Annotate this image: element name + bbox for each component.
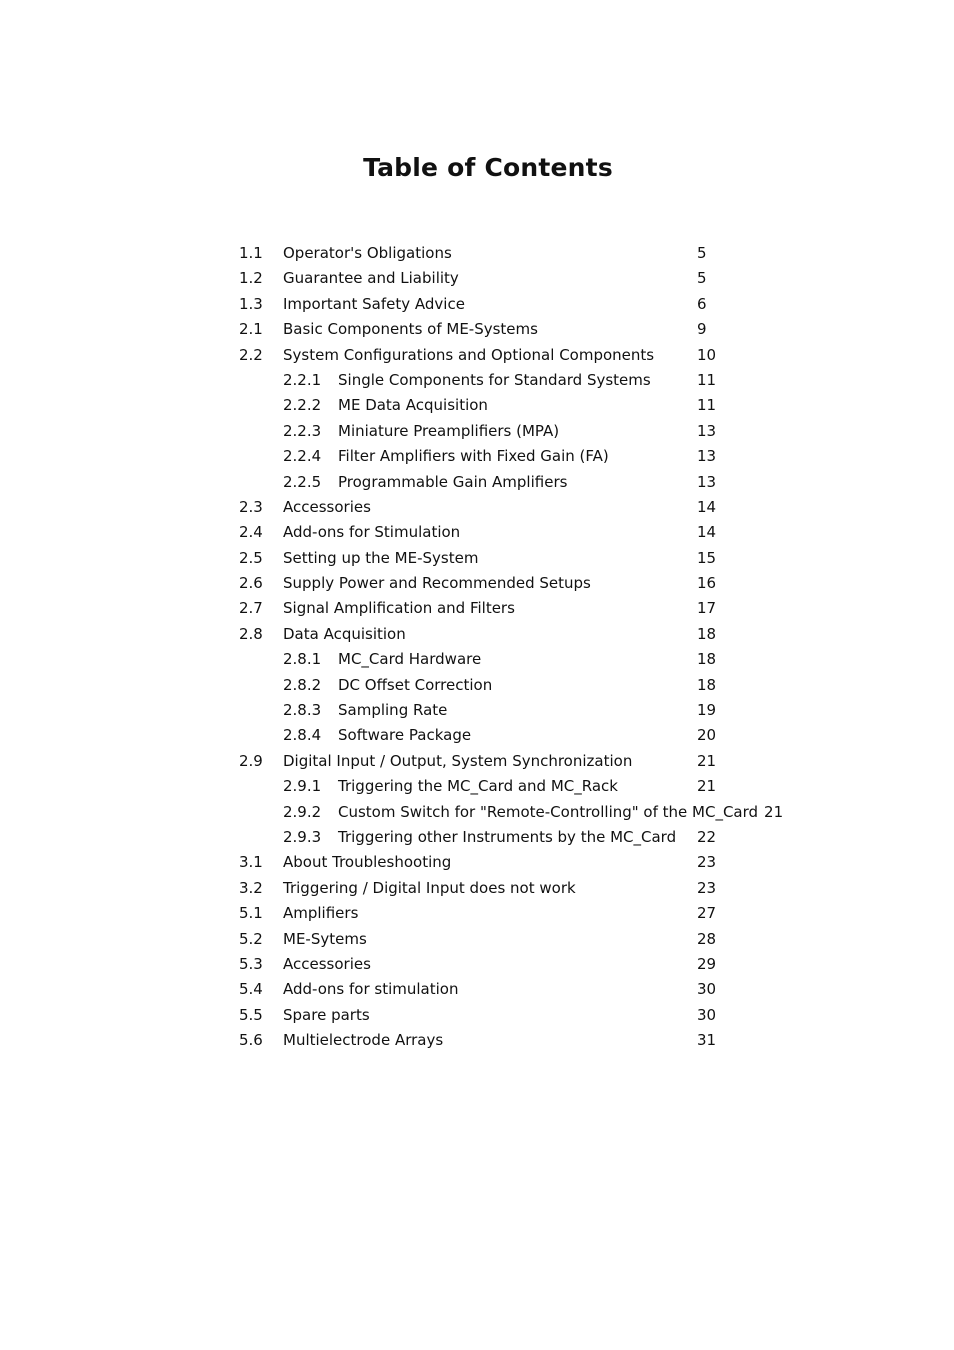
toc-entry-number: 2.2.4 bbox=[283, 447, 322, 466]
toc-entry-number: 1.2 bbox=[239, 269, 263, 288]
toc-entry-title: Filter Amplifiers with Fixed Gain (FA) bbox=[338, 447, 609, 466]
toc-entry-title: Accessories bbox=[283, 954, 371, 973]
toc-entry-title: Add-ons for Stimulation bbox=[283, 523, 461, 542]
toc-entry-number: 5.4 bbox=[239, 980, 263, 999]
toc-entry-number: 2.8.3 bbox=[283, 701, 322, 720]
toc-entry[interactable] bbox=[239, 495, 839, 520]
toc-entry[interactable] bbox=[239, 546, 839, 571]
toc-entry-page: 21 bbox=[697, 751, 717, 770]
toc-entry-page: 20 bbox=[697, 726, 717, 745]
toc-entry-page: 21 bbox=[697, 777, 717, 796]
toc-entry-title: Miniature Preamplifiers (MPA) bbox=[338, 421, 560, 440]
toc-entry-title: MC_Card Hardware bbox=[338, 650, 482, 669]
toc-entry[interactable] bbox=[239, 292, 839, 317]
toc-entry[interactable] bbox=[239, 901, 839, 926]
toc-entry-number: 5.6 bbox=[239, 1031, 263, 1050]
toc-entry-page: 9 bbox=[697, 320, 707, 339]
toc-entry-number: 2.8.2 bbox=[283, 675, 322, 694]
toc-entry-number: 3.1 bbox=[239, 853, 263, 872]
toc-entry-title-wrap bbox=[338, 800, 783, 825]
toc-entry-number: 3.2 bbox=[239, 878, 263, 897]
toc-entry[interactable] bbox=[239, 749, 839, 774]
toc-entry-number: 2.7 bbox=[239, 599, 263, 618]
toc-entry-title: Data Acquisition bbox=[283, 624, 406, 643]
toc-entry-title: Triggering other Instruments by the MC_Card bbox=[338, 827, 677, 846]
toc-entry[interactable] bbox=[239, 444, 839, 469]
toc-entry-number: 2.2.3 bbox=[283, 421, 322, 440]
toc-entry-number: 2.2.5 bbox=[283, 472, 322, 491]
toc-entry[interactable] bbox=[239, 520, 839, 545]
toc-entry-number: 2.2.2 bbox=[283, 396, 322, 415]
toc-entry-page: 29 bbox=[697, 954, 717, 973]
toc-entry[interactable] bbox=[239, 1028, 839, 1053]
toc-entry[interactable] bbox=[239, 317, 839, 342]
toc-entry-title: Setting up the ME-System bbox=[283, 548, 479, 567]
toc-entry[interactable] bbox=[239, 850, 839, 875]
toc-entry-page: 11 bbox=[697, 396, 717, 415]
toc-entry-title: ME-Sytems bbox=[283, 929, 367, 948]
page-title: Table of Contents bbox=[363, 153, 613, 182]
toc-entry-title: System Configurations and Optional Components bbox=[283, 345, 655, 364]
toc-entry-number: 2.2.1 bbox=[283, 370, 322, 389]
toc-entry-number: 2.9.1 bbox=[283, 777, 322, 796]
toc-entry-page: 6 bbox=[697, 294, 707, 313]
toc-entry-title: Custom Switch for "Remote-Controlling" of the MC_Card bbox=[338, 802, 759, 821]
toc-entry-page: 27 bbox=[697, 904, 717, 923]
toc-entry-page: 28 bbox=[697, 929, 717, 948]
toc-entry-number: 2.1 bbox=[239, 320, 263, 339]
toc-entry-title: Spare parts bbox=[283, 1005, 370, 1024]
toc-entry-title: Signal Amplification and Filters bbox=[283, 599, 515, 618]
toc-entry-title: Triggering the MC_Card and MC_Rack bbox=[338, 777, 618, 796]
toc-entry-number: 2.9.3 bbox=[283, 827, 322, 846]
toc-entry[interactable] bbox=[239, 800, 839, 825]
toc-entry-page: 18 bbox=[697, 650, 717, 669]
toc-entry-number: 1.3 bbox=[239, 294, 263, 313]
toc-entry-page: 23 bbox=[697, 853, 717, 872]
toc-entry-number: 2.4 bbox=[239, 523, 263, 542]
toc-entry-page: 30 bbox=[697, 980, 717, 999]
toc-entry-number: 2.2 bbox=[239, 345, 263, 364]
toc-entry-page: 21 bbox=[764, 802, 784, 821]
toc-entry-number: 5.1 bbox=[239, 904, 263, 923]
toc-entry-number: 2.9.2 bbox=[283, 802, 322, 821]
toc-entry-number: 2.3 bbox=[239, 497, 263, 516]
toc-entry[interactable] bbox=[239, 774, 839, 799]
toc-entry[interactable] bbox=[239, 698, 839, 723]
toc-entry-title: Multielectrode Arrays bbox=[283, 1031, 444, 1050]
toc-entry[interactable] bbox=[239, 1003, 839, 1028]
toc-entry[interactable] bbox=[239, 673, 839, 698]
toc-entry-title: Guarantee and Liability bbox=[283, 269, 459, 288]
table-of-contents bbox=[239, 241, 839, 1054]
toc-entry-page: 10 bbox=[697, 345, 717, 364]
toc-entry-page: 18 bbox=[697, 624, 717, 643]
toc-entry-page: 23 bbox=[697, 878, 717, 897]
toc-entry-title: Single Components for Standard Systems bbox=[338, 370, 651, 389]
toc-entry-page: 17 bbox=[697, 599, 717, 618]
toc-entry-page: 19 bbox=[697, 701, 717, 720]
toc-entry-number: 5.3 bbox=[239, 954, 263, 973]
toc-entry-page: 18 bbox=[697, 675, 717, 694]
toc-entry-title: Accessories bbox=[283, 497, 371, 516]
toc-entry-number: 2.6 bbox=[239, 574, 263, 593]
toc-entry[interactable] bbox=[239, 368, 839, 393]
toc-entry[interactable] bbox=[239, 622, 839, 647]
toc-entry-page: 22 bbox=[697, 827, 717, 846]
toc-entry-title: Triggering / Digital Input does not work bbox=[283, 878, 576, 897]
toc-entry-number: 2.5 bbox=[239, 548, 263, 567]
toc-entry[interactable] bbox=[239, 241, 839, 266]
toc-entry[interactable] bbox=[239, 571, 839, 596]
toc-entry[interactable] bbox=[239, 596, 839, 621]
toc-entry-page: 5 bbox=[697, 244, 707, 262]
toc-entry[interactable] bbox=[239, 343, 839, 368]
toc-entry-number: 2.8 bbox=[239, 624, 263, 643]
toc-entry[interactable] bbox=[239, 470, 839, 495]
toc-entry-page: 31 bbox=[697, 1031, 717, 1050]
toc-entry-page: 14 bbox=[697, 523, 717, 542]
toc-entry-page: 15 bbox=[697, 548, 717, 567]
toc-entry-page: 5 bbox=[697, 269, 707, 288]
toc-entry-number: 2.8.1 bbox=[283, 650, 322, 669]
toc-entry-page: 11 bbox=[697, 370, 717, 389]
toc-entry-number: 5.2 bbox=[239, 929, 263, 948]
toc-entry[interactable] bbox=[239, 266, 839, 291]
toc-entry[interactable] bbox=[239, 952, 839, 977]
toc-entry-page: 14 bbox=[697, 497, 717, 516]
toc-entry-title: Supply Power and Recommended Setups bbox=[283, 574, 591, 593]
toc-entry[interactable] bbox=[239, 876, 839, 901]
toc-entry-title: Digital Input / Output, System Synchronization bbox=[283, 751, 633, 770]
toc-entry[interactable] bbox=[239, 419, 839, 444]
toc-entry-page: 13 bbox=[697, 421, 717, 440]
toc-entry-title: Amplifiers bbox=[283, 904, 359, 923]
toc-entry-number: 2.9 bbox=[239, 751, 263, 770]
toc-entry-page: 13 bbox=[697, 447, 717, 466]
toc-entry[interactable] bbox=[239, 723, 839, 748]
toc-entry-page: 16 bbox=[697, 574, 717, 593]
toc-entry-title: Important Safety Advice bbox=[283, 294, 465, 313]
toc-entry[interactable] bbox=[239, 977, 839, 1002]
toc-entry-title: Basic Components of ME-Systems bbox=[283, 320, 538, 339]
toc-entry[interactable] bbox=[239, 647, 839, 672]
toc-entry-title: Programmable Gain Amplifiers bbox=[338, 472, 568, 491]
toc-entry[interactable] bbox=[239, 393, 839, 418]
toc-entry-title: ME Data Acquisition bbox=[338, 396, 488, 415]
toc-entry-number: 2.8.4 bbox=[283, 726, 322, 745]
toc-entry[interactable] bbox=[239, 927, 839, 952]
toc-entry-number: 1.1 bbox=[239, 244, 263, 262]
toc-entry-title: Software Package bbox=[338, 726, 472, 745]
toc-entry-title: DC Offset Correction bbox=[338, 675, 493, 694]
toc-entry-number: 5.5 bbox=[239, 1005, 263, 1024]
toc-entry-title: Add-ons for stimulation bbox=[283, 980, 459, 999]
toc-entry[interactable] bbox=[239, 825, 839, 850]
toc-entry-page: 13 bbox=[697, 472, 717, 491]
toc-entry-title: Sampling Rate bbox=[338, 701, 448, 720]
toc-entry-page: 30 bbox=[697, 1005, 717, 1024]
toc-entry-title: Operator's Obligations bbox=[283, 244, 452, 262]
toc-entry-title: About Troubleshooting bbox=[283, 853, 452, 872]
